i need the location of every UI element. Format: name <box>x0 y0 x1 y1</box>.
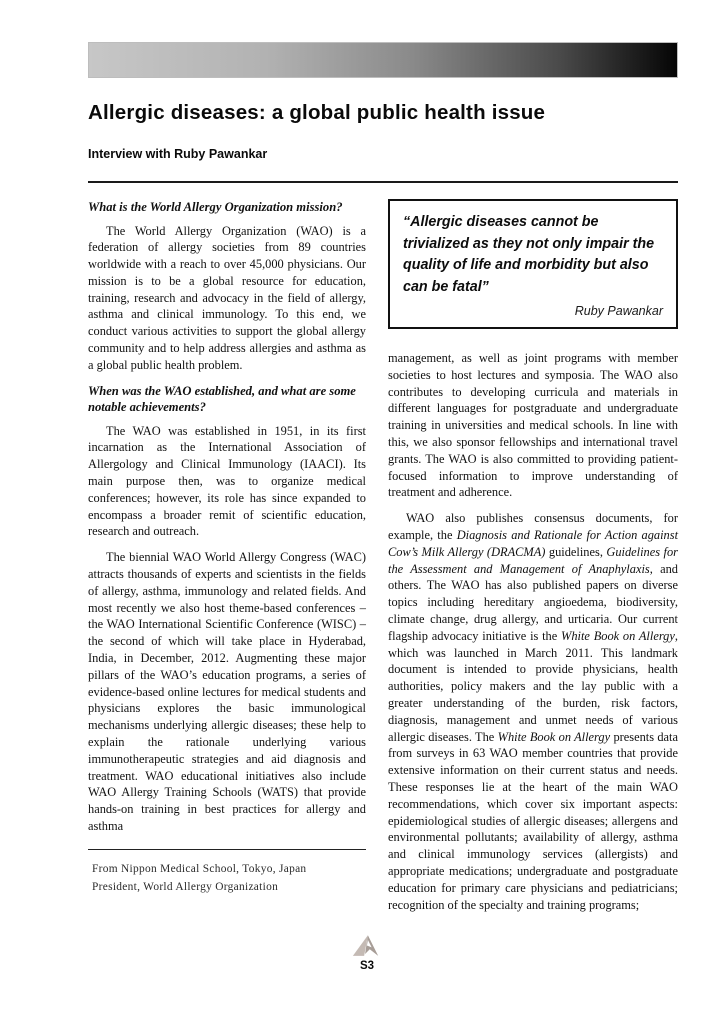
answer-paragraph-2: The WAO was established in 1951, in its first incarnation as the International Association of Allergology and Clinical Immunology (IAACI). Its main purpose then, was to organize medical conferences; however, its role has since expanded to encompass a broader remit of scientific education, research and outreach. <box>88 423 366 539</box>
affiliation-line: President, World Allergy Organization <box>92 880 279 893</box>
article-title: Allergic diseases: a global public health issue <box>88 101 546 124</box>
pull-quote-text: “Allergic diseases cannot be trivialized as they not only impair the quality of life and morbidity but also can be fatal” <box>403 214 655 295</box>
header-rule <box>88 181 678 183</box>
pull-quote-attribution: Ruby Pawankar <box>574 304 663 318</box>
publications-paragraph: WAO also publishes consensus documents, for example, the Diagnosis and Rationale for Action against Cow’s Milk Allergy (DRACMA) guidelines, Guidelines for the Assessment and Management of Anaphylaxis, and others. The WAO has also published papers on diverse topics including hereditary angioedema, biodiversity, climate change, drug allergy, and urticaria. Our current flagship advocacy initiative is the White Book on Allergy, which was launched in March 2011. This landmark document is intended to provide physicians, health authorities, policy makers and the lay public with a greater understanding of the burden, risk factors, diagnosis, management and unmet needs of various allergic diseases. The White Book on Allergy presents data from surveys in 63 WAO member countries that provide extensive information on their current status and needs. These responses lie at the heart of the main WAO recommendations, which cover six important aspects: epidemiological studies of allergic diseases; allergens and environmental pollutants; availability of allergy, asthma and clinical immunology services (allergists) and appropriate medications; undergraduate and postgraduate education for primary care physicians and pediatricians; recognition of the specialty and training programs; <box>388 511 679 912</box>
affiliation-line: From Nippon Medical School, Tokyo, Japan <box>92 862 307 875</box>
question-heading-2: When was the WAO established, and what are some notable achievements? <box>88 383 356 415</box>
pull-quote-box <box>388 199 678 329</box>
page-number: S3 <box>359 960 375 972</box>
header-gradient-bar <box>88 42 678 78</box>
publisher-logo-icon <box>351 934 381 957</box>
answer-paragraph-3: The biennial WAO World Allergy Congress (WAC) attracts thousands of experts and scientists in the fields of allergy, asthma, immunology and related fields. And most recently we also host theme-based conferences – the WAO International Scientific Conference (WISC) – the second of which will take place in Hyderabad, India, in December, 2012. Augmenting these major pillars of the WAO’s education programs, a series of evidence-based online lectures for medical students and physicians explores the basic immunological mechanisms underlying allergic diseases; these help to explain the rationale underlying various immunotherapeutic strategies and aid diagnosis and treatment. WAO educational initiatives also include WAO Allergy Training Schools (WATS) that provide hands-on training in best practices for allergy and asthma <box>88 550 366 833</box>
author-affiliation-footnote <box>88 849 366 896</box>
answer-paragraph-1: The World Allergy Organization (WAO) is a federation of allergy societies from 89 countries worldwide with a reach to over 45,000 physicians. Our mission is to be a global resource for education, training, research and advocacy in the field of allergy, asthma and clinical immunology. To this end, we conduct various activities to support the global allergy community and to help address allergies and asthma as a global public health problem. <box>88 223 366 372</box>
continuation-paragraph: management, as well as joint programs with member societies to host lectures and symposia. The WAO also contributes to developing curricula and materials in different languages for postgraduate and undergraduate training in universities and medical schools. In line with this, we also sponsor fellowships and international travel grants. The WAO is also committed to providing patient-focused information to improve understanding of treatment and adherence. <box>388 351 678 500</box>
article-subtitle: Interview with Ruby Pawankar <box>88 147 268 161</box>
question-heading-1: What is the World Allergy Organization mission? <box>88 200 343 214</box>
right-column <box>388 199 678 922</box>
left-column <box>88 199 366 896</box>
